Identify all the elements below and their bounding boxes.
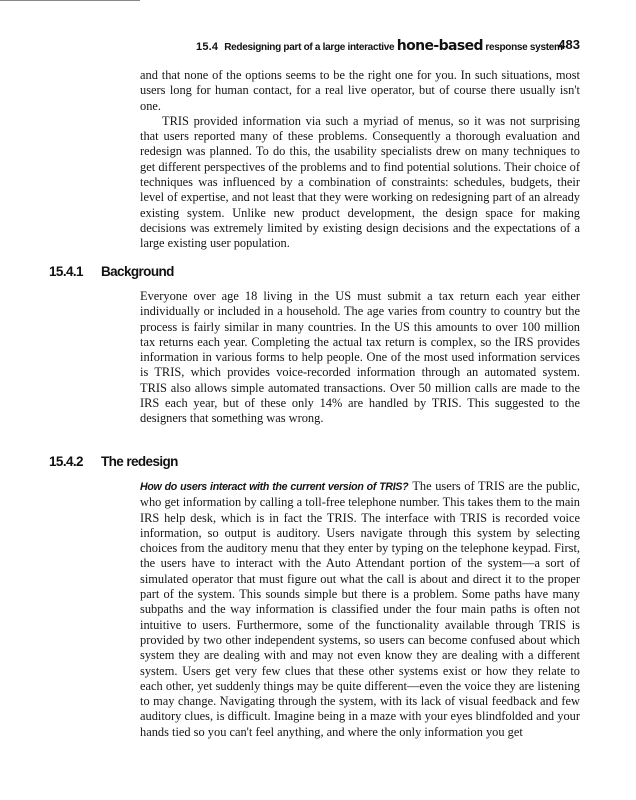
running-head-title-end: response system <box>482 42 563 53</box>
redesign-text <box>140 479 580 740</box>
section-heading-background <box>49 264 174 279</box>
section-title: Background <box>101 264 174 279</box>
runin-heading: How do users interact with the current version of TRIS? <box>140 481 409 493</box>
section-number: 15.4.1 <box>49 264 83 279</box>
redesign-paragraph <box>140 479 580 740</box>
running-head-section-number: 15.4 <box>196 41 219 53</box>
section-heading-redesign <box>49 454 178 469</box>
running-head-title <box>224 38 563 54</box>
running-head-title-start: Redesigning part of a large interactive <box>224 42 397 53</box>
section-number: 15.4.2 <box>49 454 83 469</box>
running-head-title-emphasis: hone-based <box>396 38 483 54</box>
running-head <box>196 38 580 58</box>
section-title: The redesign <box>101 454 178 469</box>
background-paragraph: Everyone over age 18 living in the US must submit a tax return each year either individually or included in a household. The age varies from country to country but the process is fairly similar in many countries. In the US this amounts to over 100 million tax returns each year. Completing the actual tax return is complex, so the IRS provides information in various forms to help people. One of the most used information services is TRIS, which provides voice-recorded information through an automated system. TRIS also allows simple automated transactions. Over 50 million calls are made to the IRS each year, but of these only 14% are handled by TRIS. This suggested to the designers that something was wrong. <box>140 289 580 426</box>
intro-paragraph-2: TRIS provided information via such a myriad of menus, so it was not surprising that users reported many of these problems. Consequently a thorough evaluation and redesign was planned. To do this, the usability specialists drew on many techniques to get different perspectives of the problems and to find potential solutions. Their choice of techniques was influenced by a combination of constraints: schedules, budgets, their level of expertise, and not least that they were working on redesigning part of an already existing system. Unlike new product development, the design space for making decisions was extremely limited by existing design decisions and the expectations of a large existing user population. <box>140 113 580 251</box>
page-number: 483 <box>558 37 580 52</box>
redesign-paragraph-text: The users of TRIS are the public, who get information by calling a toll-free telephone number. This takes them to the main IRS help desk, which is in fact the TRIS. The interface with TRIS is recorded voice information, so output is auditory. Users navigate through this system by selecting choices from the auditory menu that they enter by typing on the telephone keypad. First, the users have to interact with the Auto Attendant portion of the system—a sort of simulated operator that must figure out what the call is about and direct it to the proper part of the system. This sounds simple but there is a problem. Some paths have many subpaths and the way information is classified under the four main paths is often not intuitive to users. Furthermore, some of the functionality available through TRIS is provided by two other independent systems, so users can become confused about which system they are dealing with and may not even know they are dealing with a different system. Users get very few clues that these other systems exist or how they relate to each other, yet suddenly things may be quite different—even the voice they are listening to may change. Navigating through the system, with its lack of visual feedback and few auditory clues, is difficult. Imagine being in a maze with your eyes blindfolded and your hands tied so you can't feel anything, and where the only information you get <box>140 479 581 739</box>
intro-text <box>140 68 580 252</box>
top-rule <box>0 0 140 1</box>
intro-paragraph-continued: and that none of the options seems to be the right one for you. In such situations, most users long for human contact, for a real live operator, but of course there usually isn't one. <box>140 68 580 113</box>
background-text <box>140 289 580 427</box>
